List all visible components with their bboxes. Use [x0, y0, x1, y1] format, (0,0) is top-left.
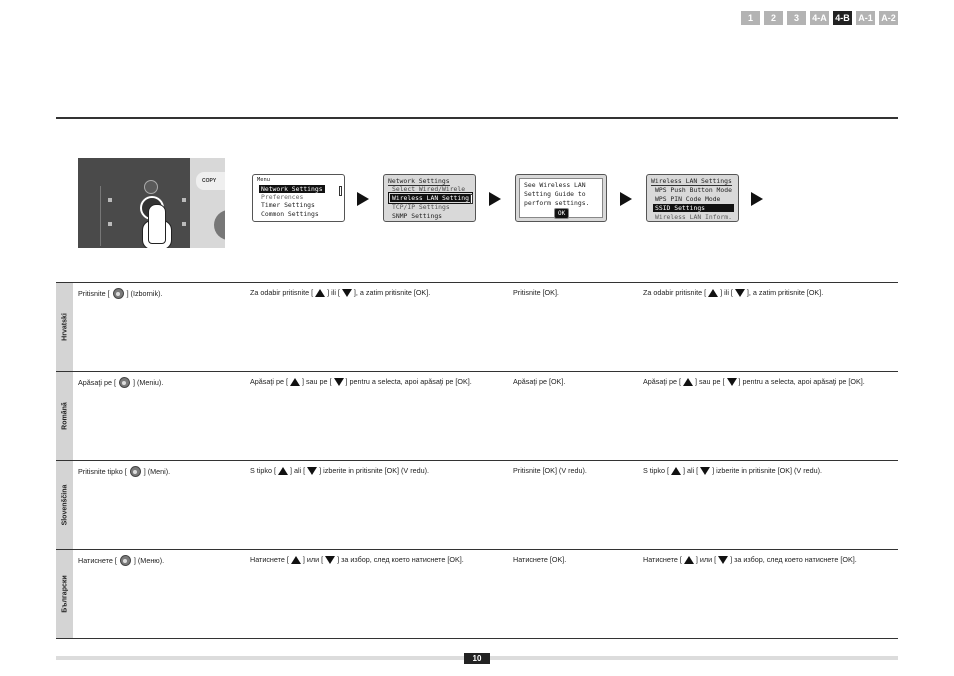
screen2-item-wired: Select Wired/Wirele [392, 185, 466, 193]
step2-text-c: ], a zatim pritisnite [OK]. [353, 288, 431, 297]
language-label-cell [56, 461, 73, 549]
step1-text-pre: Pritisnite tipko [ [78, 467, 127, 476]
step2-text-b: ] ili [ [327, 288, 340, 297]
table-rule [56, 282, 898, 283]
screen2-title: Network Settings [388, 177, 450, 185]
step2-text-a: Za odabir pritisnite [ [250, 288, 314, 297]
tab-4a[interactable]: 4-A [810, 11, 829, 25]
step4-text-b: ] sau pe [ [694, 377, 725, 386]
language-label-cell [56, 372, 73, 460]
step4-text-a: S tipko [ [643, 466, 669, 475]
lcd-screen-menu [252, 174, 345, 222]
up-arrow-icon [708, 289, 718, 297]
tab-1[interactable]: 1 [741, 11, 760, 25]
step2-text-b: ] ali [ [289, 466, 306, 475]
menu-key-icon [130, 466, 141, 477]
screen4-item-wps-pin: WPS PIN Code Mode [655, 195, 721, 203]
step4-text-c: ] izberite in pritisnite [OK] (V redu). [712, 466, 823, 475]
up-arrow-icon [683, 378, 693, 386]
menu-key-icon [144, 180, 158, 194]
down-arrow-icon [342, 289, 352, 297]
step1-text-post: ] (Meniu). [132, 378, 164, 387]
language-label: Română [61, 402, 68, 430]
step-arrow-icon [751, 192, 763, 206]
copy-label: COPY [196, 172, 225, 190]
step4-text-c: ] за избор, след което натиснете [OK]. [730, 555, 857, 564]
step4-text-a: Za odabir pritisnite [ [643, 288, 707, 297]
step4-text [643, 288, 823, 297]
step2-text [250, 288, 430, 297]
up-arrow-icon [315, 289, 325, 297]
step1-text [78, 555, 164, 566]
down-arrow-icon [735, 289, 745, 297]
screen1-item-network: Network Settings [261, 185, 323, 193]
down-arrow-icon [334, 378, 344, 386]
step3-text: Apăsaţi pe [OK]. [513, 377, 566, 386]
screen1-item-timer: Timer Settings [261, 201, 315, 209]
step4-text-b: ] ali [ [682, 466, 699, 475]
menu-key-icon [119, 377, 130, 388]
language-label: Hrvatski [61, 313, 68, 341]
step2-text [250, 466, 429, 475]
step1-text-post: ] (Меню). [133, 556, 165, 565]
screen3-line2: Setting Guide to [524, 190, 586, 198]
screen1-item-preferences: Preferences [261, 193, 304, 201]
step2-text [250, 555, 464, 564]
language-label: Slovenščina [61, 484, 68, 526]
screen4-item-ssid: SSID Settings [653, 204, 734, 212]
step2-text [250, 377, 472, 386]
step1-text [78, 466, 170, 477]
top-divider [56, 117, 898, 119]
step2-text-a: Натиснете [ [250, 555, 289, 564]
screen1-scrollbar [339, 186, 342, 196]
step4-text [643, 555, 857, 564]
step2-text-b: ] sau pe [ [301, 377, 332, 386]
table-rule [56, 638, 898, 639]
screen2-item-snmp: SNMP Settings [392, 212, 443, 220]
lcd-screen-guide [515, 174, 607, 222]
step1-text-pre: Натиснете [ [78, 556, 117, 565]
down-arrow-icon [700, 467, 710, 475]
screen4-item-wps-push: WPS Push Button Mode [655, 186, 732, 194]
step4-text-c: ], a zatim pritisnite [OK]. [746, 288, 824, 297]
screen2-scrollbar [470, 194, 473, 204]
table-rule [56, 549, 898, 550]
step3-text: Натиснете [OK]. [513, 555, 567, 564]
tab-2[interactable]: 2 [764, 11, 783, 25]
up-arrow-icon [278, 467, 288, 475]
step3-text: Pritisnite [OK] (V redu). [513, 466, 587, 475]
menu-key-icon [120, 555, 131, 566]
step4-text-c: ] pentru a selecta, apoi apăsaţi pe [OK]. [738, 377, 865, 386]
step1-text [78, 288, 163, 299]
language-label-cell [56, 283, 73, 371]
down-arrow-icon [307, 467, 317, 475]
lcd-screen-wlan [646, 174, 739, 222]
step3-text: Pritisnite [OK]. [513, 288, 559, 297]
screen1-item-common: Common Settings [261, 210, 319, 218]
step1-text-pre: Pritisnite [ [78, 289, 110, 298]
screen3-line1: See Wireless LAN [524, 181, 586, 189]
step2-text-c: ] pentru a selecta, apoi apăsaţi pe [OK]. [345, 377, 472, 386]
screen4-title: Wireless LAN Settings [651, 177, 732, 185]
up-arrow-icon [291, 556, 301, 564]
screen3-line3: perform settings. [524, 199, 590, 207]
screen4-item-info: Wireless LAN Inform. [655, 213, 732, 221]
step2-text-a: Apăsaţi pe [ [250, 377, 288, 386]
step1-text-post: ] (Meni). [143, 467, 171, 476]
step4-text-b: ] или [ [695, 555, 717, 564]
step2-text-c: ] izberite in pritisnite [OK] (V redu). [319, 466, 430, 475]
language-label: Български [61, 575, 68, 613]
language-label-cell [56, 550, 73, 638]
tab-a2[interactable]: A-2 [879, 11, 898, 25]
screen1-title: Menu [257, 177, 270, 183]
step2-text-c: ] за избор, след което натиснете [OK]. [337, 555, 464, 564]
up-arrow-icon [684, 556, 694, 564]
page-number: 10 [464, 653, 490, 664]
screen2-item-wlan: Wireless LAN Setting [392, 194, 469, 202]
chapter-tabs [741, 11, 898, 25]
step-arrow-icon [357, 192, 369, 206]
step4-text [643, 377, 865, 386]
step1-text [78, 377, 163, 388]
step2-text-a: S tipko [ [250, 466, 276, 475]
screen2-item-tcpip: TCP/IP Settings [392, 203, 450, 211]
table-rule [56, 371, 898, 372]
step4-text-b: ] ili [ [720, 288, 733, 297]
step2-text-b: ] или [ [302, 555, 324, 564]
control-panel-photo [78, 158, 225, 248]
step4-text [643, 466, 822, 475]
step-arrow-icon [620, 192, 632, 206]
tab-4b[interactable]: 4-B [833, 11, 852, 25]
table-rule [56, 460, 898, 461]
screen3-ok-button: OK [554, 208, 569, 219]
down-arrow-icon [718, 556, 728, 564]
lcd-screen-network [383, 174, 476, 222]
down-arrow-icon [325, 556, 335, 564]
tab-a1[interactable]: A-1 [856, 11, 875, 25]
tab-3[interactable]: 3 [787, 11, 806, 25]
step-arrow-icon [489, 192, 501, 206]
step4-text-a: Apăsaţi pe [ [643, 377, 681, 386]
down-arrow-icon [727, 378, 737, 386]
step4-text-a: Натиснете [ [643, 555, 682, 564]
step1-text-pre: Apăsaţi pe [ [78, 378, 116, 387]
up-arrow-icon [290, 378, 300, 386]
menu-key-icon [113, 288, 124, 299]
up-arrow-icon [671, 467, 681, 475]
step1-text-post: ] (Izbornik). [126, 289, 163, 298]
